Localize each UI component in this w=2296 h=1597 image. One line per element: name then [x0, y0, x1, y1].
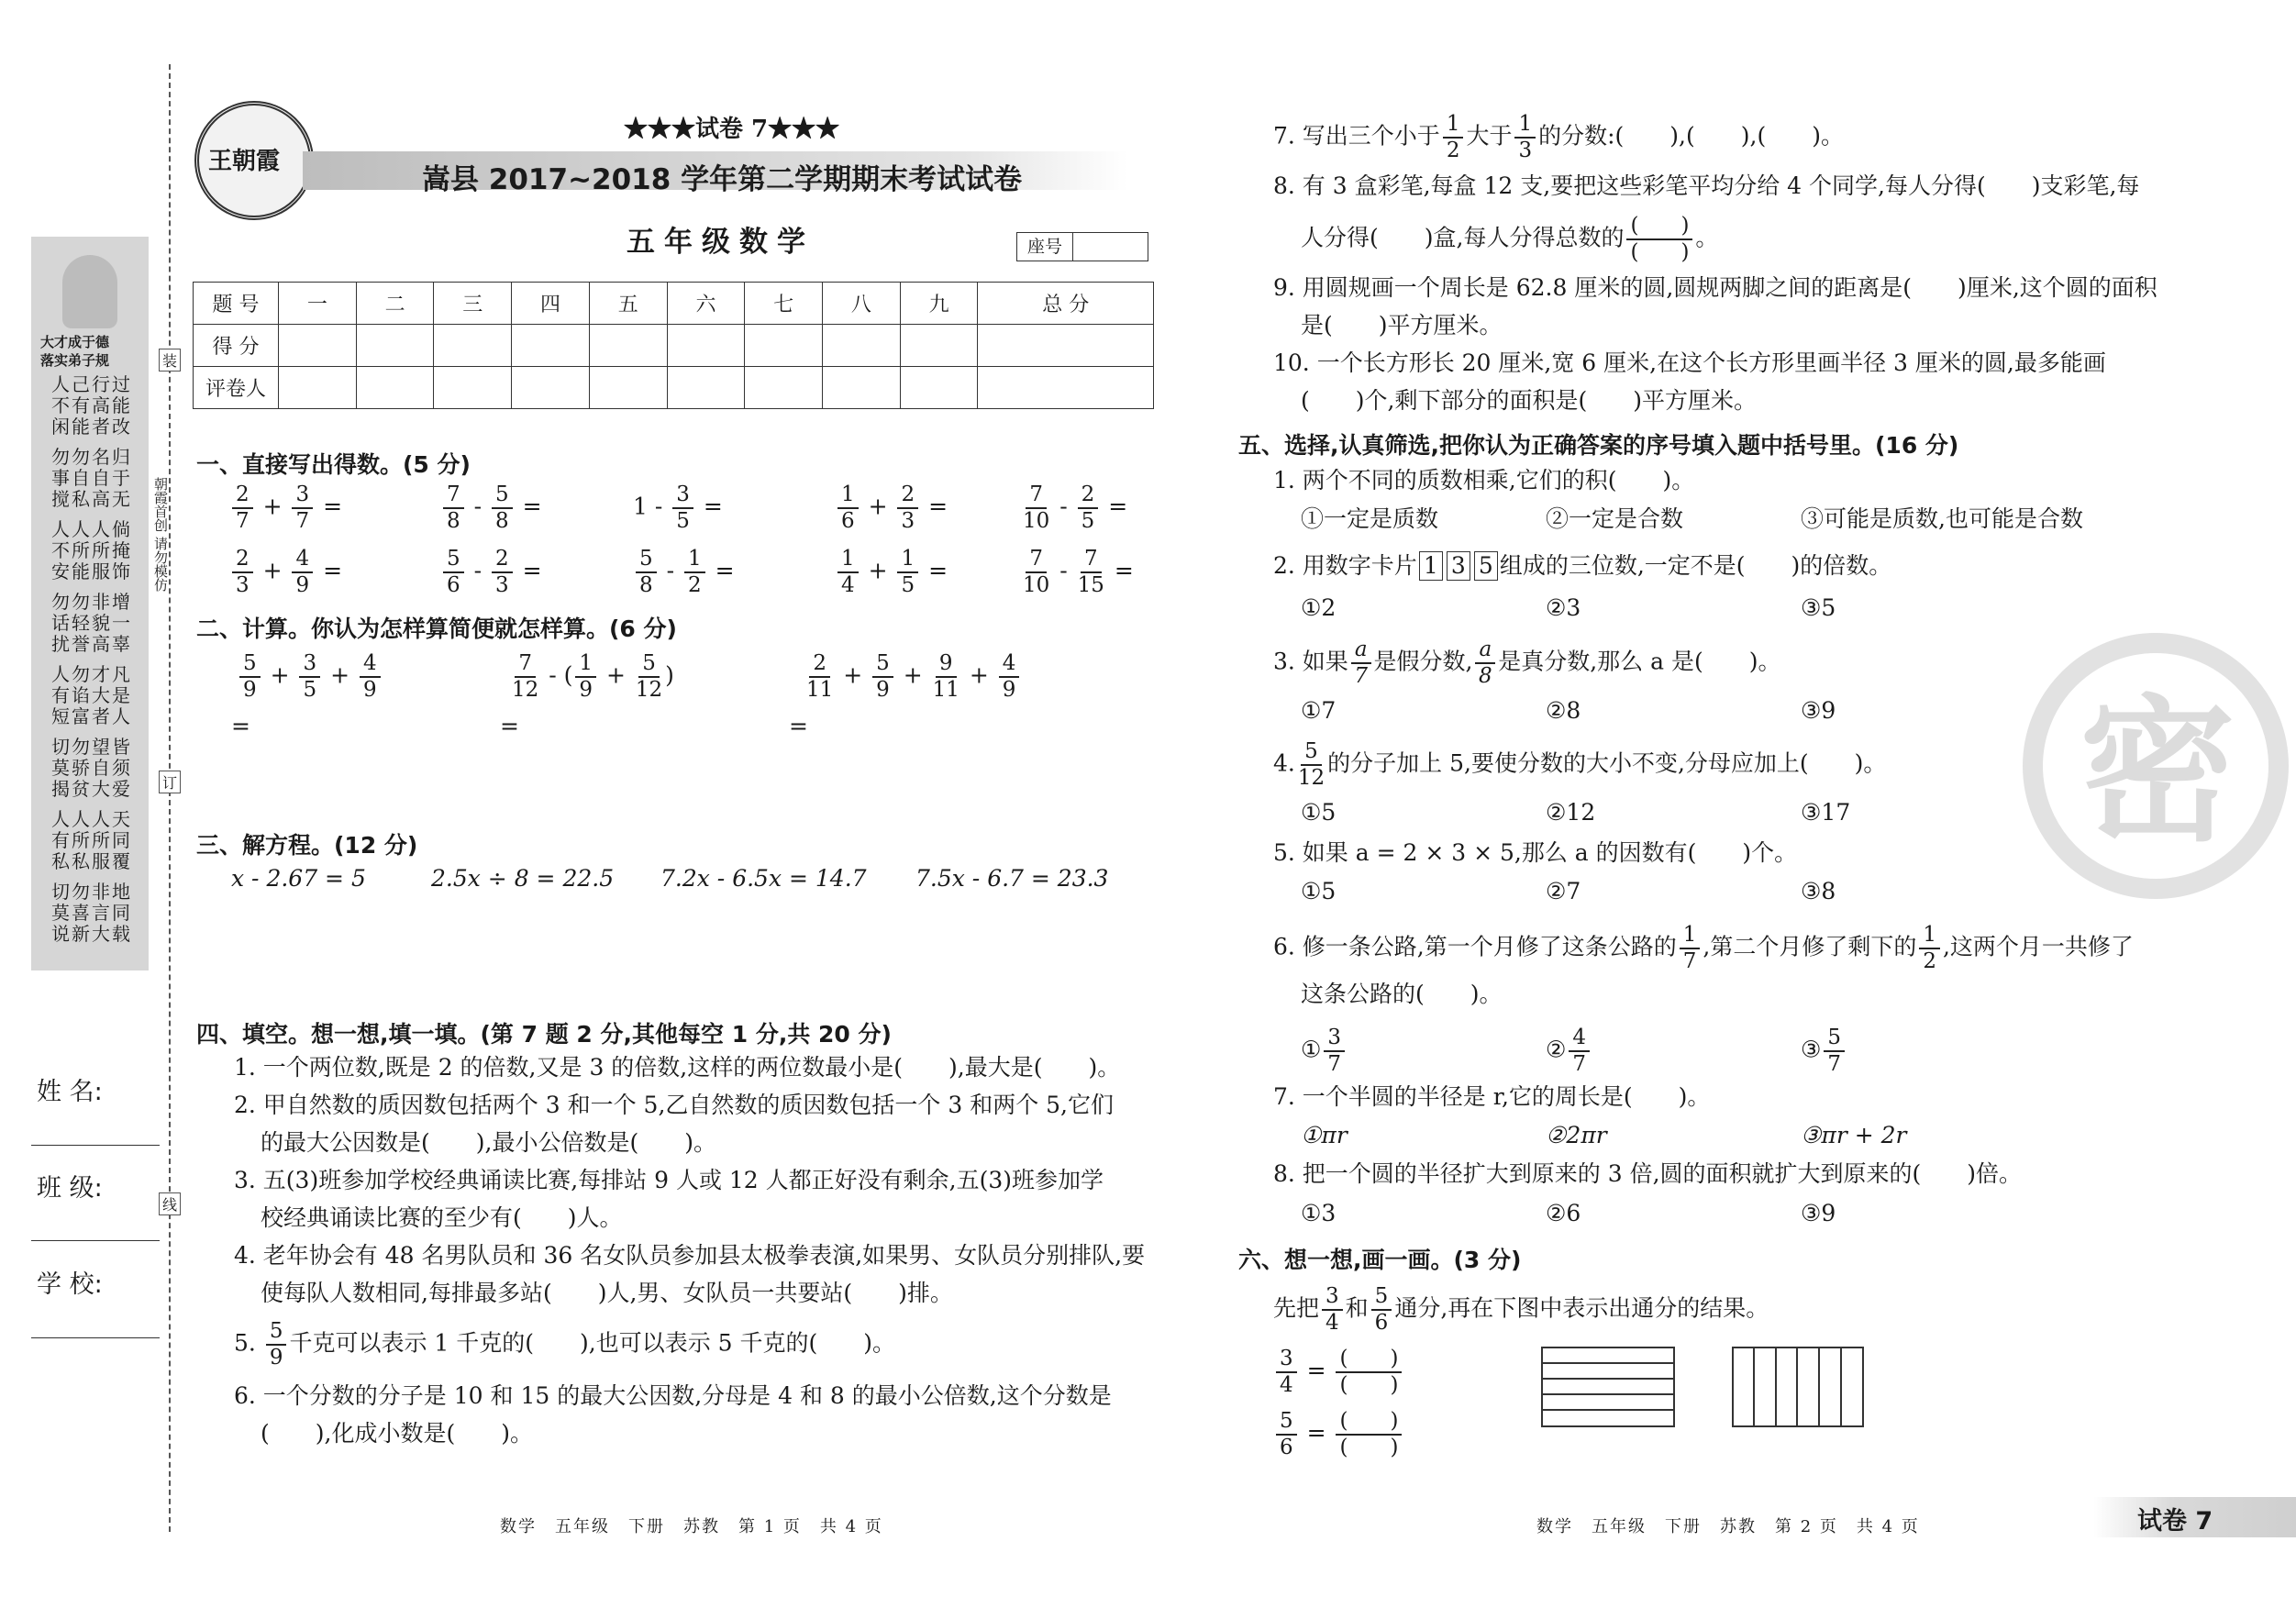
section1-problems — [229, 484, 1156, 613]
card-5: 5 — [1474, 551, 1498, 581]
draw-eq-1: $\frac{3}{4}$ = $\frac{( )}{( )}$ — [1273, 1348, 1404, 1396]
choice-q1-opt3[interactable]: ③可能是质数,也可能是合数 — [1801, 505, 2083, 532]
idiom-group — [44, 519, 139, 582]
score-table-header-cell: 六 — [667, 283, 745, 325]
exam-badge: ★★★试卷 7★★★ — [624, 116, 840, 143]
fraction: $\frac{2}{3}$ — [492, 549, 513, 596]
grid-cols — [1732, 1347, 1869, 1429]
choice-q3-c: 是真分数,那么 a 是( )。 — [1498, 648, 1781, 675]
idiom-line: 人己行过 — [51, 373, 132, 395]
fill-q6-line1: 6. 一个分数的分子是 10 和 15 的最大公因数,分母是 4 和 8 的最小公倍数,这个分数是 — [234, 1382, 1112, 1409]
idiom-line: 扰誉高辜 — [51, 633, 132, 655]
score-table-row — [194, 367, 1154, 409]
score-table-cell[interactable] — [978, 367, 1154, 409]
fraction: $\frac{2}{7}$ — [232, 484, 253, 532]
choice-q8-opt1[interactable]: ①3 — [1301, 1200, 1337, 1226]
fill-q10-line1: 10. 一个长方形长 20 厘米,宽 6 厘米,在这个长方形里画半径 3 厘米的圆,最多能画 — [1273, 349, 2106, 376]
score-table-header-cell: 七 — [745, 283, 823, 325]
footer-badge: 试卷 7 — [2137, 1507, 2213, 1536]
choice-q1-opt1[interactable]: ①一定是质数 — [1301, 505, 1439, 532]
scholar-figure — [62, 255, 117, 328]
sidebar-idioms — [31, 237, 149, 970]
score-table-cell[interactable] — [356, 325, 434, 367]
cut-word-2: 订 — [159, 771, 181, 793]
choice-q4-a: 4. — [1273, 749, 1295, 777]
fill-q8-line2: 人分得( )盒,每人分得总数的 $\frac{( )}{( )}$ 。 — [1301, 214, 1719, 264]
oral-problem: $\frac{7}{10}$ - $\frac{7}{15}$ = — [1023, 547, 1134, 597]
choice-q6-opt2[interactable]: ② $\frac{4}{7}$ — [1546, 1027, 1592, 1075]
score-table — [193, 282, 1154, 409]
vertical-copyright: 朝霞首创 请勿模仿 — [152, 477, 169, 592]
draw-eq-2: $\frac{5}{6}$ = $\frac{( )}{( )}$ — [1273, 1411, 1404, 1458]
name-field[interactable] — [31, 1145, 160, 1146]
choice-q7-opt3[interactable]: ③πr + 2r — [1801, 1122, 1907, 1148]
choice-q3-a: 3. 如果 — [1273, 648, 1348, 675]
equation-3: 7.2x - 6.5x = 14.7 — [660, 865, 867, 892]
score-table-cell[interactable] — [667, 325, 745, 367]
fraction: $\frac{4}{9}$ — [292, 549, 313, 596]
idiom-line: 人勿才凡 — [51, 663, 132, 685]
score-table-row — [194, 325, 1154, 367]
idiom-line: 人人人天 — [51, 808, 132, 830]
fraction: $\frac{1}{5}$ — [897, 549, 918, 596]
choice-q7-opt2[interactable]: ②2πr — [1546, 1122, 1607, 1148]
fraction: $\frac{3}{7}$ — [292, 484, 313, 532]
choice-q4-opt3[interactable]: ③17 — [1801, 799, 1851, 826]
idiom-line: 勿勿名归 — [51, 446, 132, 468]
choice-q7-opt1[interactable]: ①πr — [1301, 1122, 1348, 1148]
fill-q3-line2: 校经典诵读比赛的至少有( )人。 — [261, 1204, 623, 1231]
fraction: $\frac{1}{4}$ — [837, 549, 859, 596]
choice-q6-line2: 这条公路的( )。 — [1301, 981, 1503, 1007]
idiom-line: 闲能者改 — [51, 416, 132, 438]
idiom-line: 事自自于 — [51, 467, 132, 489]
draw-intro-a: 先把 — [1273, 1294, 1320, 1322]
choice-q6-line1: 6. 修一条公路,第一个月修了这条公路的 $\frac{1}{7}$ ,第二个月修了剩下的 $\frac{1}{2}$ ,这两个月一共修了 — [1273, 923, 2134, 973]
motto-2: 落实弟子规 — [40, 352, 110, 369]
fraction: $\frac{2}{3}$ — [232, 549, 253, 596]
score-table-header-cell: 一 — [279, 283, 357, 325]
calc-equals-1: = — [231, 713, 250, 739]
score-table-cell[interactable] — [978, 325, 1154, 367]
choice-q1: 1. 两个不同的质数相乘,它们的积( )。 — [1273, 467, 1695, 494]
fraction: $\frac{2}{3}$ — [897, 484, 918, 532]
binding-line — [169, 64, 171, 1532]
fraction: $\frac{5}{6}$ — [443, 549, 464, 596]
choice-q3-opt1[interactable]: ①7 — [1301, 697, 1337, 724]
seat-box[interactable] — [1016, 232, 1148, 261]
brand-logo — [194, 101, 314, 220]
fill-q5: 5. $\frac{5}{9}$ 千克可以表示 1 千克的( ),也可以表示 5 千克的( )。 — [234, 1319, 896, 1370]
calc-problem-1: $\frac{5}{9}$ + $\frac{3}{5}$ + $\frac{4}{9}$ — [237, 653, 383, 701]
fraction: $\frac{7}{10}$ — [1023, 482, 1050, 533]
choice-q4-opt1[interactable]: ①5 — [1301, 799, 1337, 826]
score-table-header-cell: 三 — [434, 283, 512, 325]
choice-q5: 5. 如果 a = 2 × 3 × 5,那么 a 的因数有( )个。 — [1273, 839, 1798, 866]
choice-q2-b: 组成的三位数,一定不是( )的倍数。 — [1499, 552, 1892, 579]
idiom-line: 揭贫大爱 — [51, 778, 132, 800]
idiom-group — [44, 737, 139, 800]
seat-label: 座号 — [1017, 233, 1073, 261]
fraction: $\frac{5}{8}$ — [492, 484, 513, 532]
fill-q1: 1. 一个两位数,既是 2 的倍数,又是 3 的倍数,这样的两位数最小是( ),最大是( )。 — [234, 1054, 1121, 1081]
score-table-header-cell: 题 号 — [194, 283, 279, 325]
class-label: 班 级: — [37, 1174, 103, 1203]
score-table-cell[interactable] — [667, 367, 745, 409]
score-table-header-cell: 二 — [356, 283, 434, 325]
choice-q5-opt3[interactable]: ③8 — [1801, 878, 1836, 904]
choice-q2-opt1[interactable]: ①2 — [1301, 594, 1337, 621]
idiom-line: 私私服覆 — [51, 850, 132, 872]
score-table-cell[interactable] — [434, 325, 512, 367]
secret-stamp — [2023, 633, 2289, 899]
score-table-cell[interactable] — [823, 325, 901, 367]
choice-q3-opt3[interactable]: ③9 — [1801, 697, 1836, 724]
choice-q6-a: 6. 修一条公路,第一个月修了这条公路的 — [1273, 933, 1677, 960]
choice-q7: 7. 一个半圆的半径是 r,它的周长是( )。 — [1273, 1083, 1711, 1110]
grid-rows-frame — [1542, 1347, 1674, 1426]
choice-q2 — [1273, 549, 1891, 582]
idiom-line: 话轻貌一 — [51, 612, 132, 634]
choice-q3-b: 是假分数, — [1373, 648, 1473, 675]
idiom-list — [44, 374, 139, 954]
score-table-header-cell: 四 — [512, 283, 590, 325]
footer-right: 数学 五年级 下册 苏教 第 2 页 共 4 页 — [1536, 1517, 1920, 1536]
idiom-line: 切勿非地 — [51, 881, 132, 903]
name-label: 姓 名: — [37, 1078, 103, 1106]
grid-rows — [1541, 1347, 1688, 1429]
choice-q4-b: 的分子加上 5,要使分数的大小不变,分母应加上( )。 — [1327, 749, 1887, 777]
score-table-cell[interactable] — [900, 367, 978, 409]
score-table-row-label: 得 分 — [194, 325, 279, 367]
fill-q7-b: 大于 — [1466, 122, 1513, 150]
idiom-group — [44, 809, 139, 872]
class-field[interactable] — [31, 1240, 160, 1241]
choice-q1-opt2[interactable]: ②一定是合数 — [1546, 505, 1684, 532]
idiom-line: 有谄大是 — [51, 684, 132, 706]
score-table-cell[interactable] — [745, 367, 823, 409]
idiom-line: 有所所同 — [51, 829, 132, 851]
calc-problem-3: $\frac{2}{11}$ + $\frac{5}{9}$ + $\frac{9}{11}$ + $\frac{4}{9}$ — [804, 653, 1022, 701]
section4-title: 四、填空。想一想,填一填。(第 7 题 2 分,其他每空 1 分,共 20 分) — [196, 1021, 892, 1048]
cut-word-1: 装 — [159, 349, 181, 372]
idiom-line: 说新大载 — [51, 923, 132, 945]
section6-title: 六、想一想,画一画。(3 分) — [1238, 1247, 1522, 1273]
score-table-cell[interactable] — [512, 325, 590, 367]
subject-title: 五年级数学 — [627, 226, 815, 259]
score-table-cell[interactable] — [279, 325, 357, 367]
idiom-group — [44, 447, 139, 510]
fill-q4-line2: 使每队人数相同,每排最多站( )人,男、女队员一共要站( )排。 — [261, 1280, 953, 1306]
section3-title: 三、解方程。(12 分) — [196, 832, 418, 859]
choice-q2-opt3[interactable]: ③5 — [1801, 594, 1836, 621]
idiom-line: 切勿望皆 — [51, 736, 132, 758]
score-table-header-cell: 九 — [900, 283, 978, 325]
section1-title: 一、直接写出得数。(5 分) — [196, 451, 471, 478]
fill-q6-line2: ( ),化成小数是( )。 — [261, 1420, 533, 1447]
score-table-cell[interactable] — [279, 367, 357, 409]
exam-title: 嵩县 2017~2018 学年第二学期期末考试试卷 — [422, 163, 1023, 196]
choice-q3-opt2[interactable]: ②8 — [1546, 697, 1581, 724]
fraction: $\frac{2}{5}$ — [1078, 484, 1099, 532]
idiom-line: 莫喜言同 — [51, 902, 132, 924]
score-table-cell[interactable] — [434, 367, 512, 409]
score-table-header-cell: 五 — [589, 283, 667, 325]
section2-title: 二、计算。你认为怎样算简便就怎样算。(6 分) — [196, 616, 677, 642]
cut-word-3: 线 — [159, 1192, 181, 1215]
oral-problem: $\frac{5}{6}$ - $\frac{2}{3}$ = — [440, 549, 542, 596]
choice-q4: 4. $\frac{5}{12}$ 的分子加上 5,要使分数的大小不变,分母应加上( )。 — [1273, 739, 1887, 790]
choice-q3: 3. 如果 $\frac{a}{7}$ 是假分数, $\frac{a}{8}$ 是真分数,那么 a 是( )。 — [1273, 638, 1781, 688]
choice-q8-opt3[interactable]: ③9 — [1801, 1200, 1836, 1226]
idiom-group — [44, 664, 139, 727]
oral-problem: $\frac{1}{4}$ + $\frac{1}{5}$ = — [835, 549, 948, 596]
choice-q8: 8. 把一个圆的半径扩大到原来的 3 倍,圆的面积就扩大到原来的( )倍。 — [1273, 1160, 2023, 1187]
calc-equals-2: = — [500, 713, 519, 739]
idiom-line: 勿勿非增 — [51, 591, 132, 613]
idiom-line: 搅私高无 — [51, 488, 132, 510]
score-table-cell[interactable] — [512, 367, 590, 409]
fill-q8-line1: 8. 有 3 盒彩笔,每盒 12 支,要把这些彩笔平均分给 4 个同学,每人分得( )支彩笔,每 — [1273, 172, 2140, 199]
fill-q10-line2: ( )个,剩下部分的面积是( )平方厘米。 — [1301, 387, 1757, 414]
fill-q7-a: 7. 写出三个小于 — [1273, 122, 1440, 150]
fill-q7: 7. 写出三个小于 $\frac{1}{2}$ 大于 $\frac{1}{3}$ 的分数:( ),( ),( )。 — [1273, 112, 1844, 162]
score-table-cell[interactable] — [589, 367, 667, 409]
footer-left: 数学 五年级 下册 苏教 第 1 页 共 4 页 — [500, 1517, 883, 1536]
calc-problem-2: $\frac{7}{12}$ - ( $\frac{1}{9}$ + $\frac{5}{12}$ ) — [512, 651, 674, 702]
score-table-header-cell: 总 分 — [978, 283, 1154, 325]
idiom-group — [44, 374, 139, 438]
idiom-line: 安能服饰 — [51, 560, 132, 582]
choice-q6-opt3[interactable]: ③ $\frac{5}{7}$ — [1801, 1027, 1847, 1075]
fill-q4-line1: 4. 老年协会有 48 名男队员和 36 名女队员参加县太极拳表演,如果男、女队员分别排队,要 — [234, 1242, 1146, 1269]
idiom-group — [44, 882, 139, 945]
section5-title: 五、选择,认真筛选,把你认为正确答案的序号填入题中括号里。(16 分) — [1238, 432, 1959, 459]
choice-q2-a: 2. 用数字卡片 — [1273, 552, 1417, 579]
choice-q6-b: ,第二个月修了剩下的 — [1703, 933, 1917, 960]
draw-intro-c: 通分,再在下图中表示出通分的结果。 — [1394, 1294, 1769, 1322]
fraction: $\frac{1}{6}$ — [837, 484, 859, 532]
score-table-cell[interactable] — [356, 367, 434, 409]
fill-q5-text: 千克可以表示 1 千克的( ),也可以表示 5 千克的( )。 — [289, 1329, 896, 1357]
idiom-line: 莫骄自须 — [51, 757, 132, 779]
oral-problem: $\frac{1}{6}$ + $\frac{2}{3}$ = — [835, 484, 948, 532]
card-3: 3 — [1447, 551, 1470, 581]
idiom-line: 人人人倘 — [51, 518, 132, 540]
equation-2: 2.5x ÷ 8 = 22.5 — [431, 865, 615, 892]
fill-q2-line1: 2. 甲自然数的质因数包括两个 3 和一个 5,乙自然数的质因数包括一个 3 和两个 5,它们 — [234, 1092, 1114, 1118]
draw-intro-b: 和 — [1345, 1294, 1369, 1322]
draw-intro: 先把 $\frac{3}{4}$ 和 $\frac{5}{6}$ 通分,再在下图中表示出通分的结果。 — [1273, 1284, 1769, 1335]
fill-q8-b: 人分得( )盒,每人分得总数的 — [1301, 224, 1625, 251]
idiom-group — [44, 592, 139, 655]
fill-q2-line2: 的最大公因数是( ),最小公倍数是( )。 — [261, 1129, 716, 1156]
score-table-header-row — [194, 283, 1154, 325]
idiom-line: 短富者人 — [51, 705, 132, 727]
fill-q9-line2: 是( )平方厘米。 — [1301, 312, 1503, 338]
oral-problem: $\frac{7}{8}$ - $\frac{5}{8}$ = — [440, 484, 542, 532]
equation-4: 7.5x - 6.7 = 23.3 — [915, 865, 1109, 892]
fraction: $\frac{7}{8}$ — [443, 484, 464, 532]
fraction: $\frac{5}{8}$ — [636, 549, 657, 596]
school-label: 学 校: — [37, 1270, 103, 1299]
choice-q6-opt1[interactable]: ① $\frac{3}{7}$ — [1301, 1027, 1348, 1075]
score-table-cell[interactable] — [589, 325, 667, 367]
fraction: $\frac{3}{5}$ — [672, 484, 693, 532]
fraction: $\frac{7}{10}$ — [1023, 547, 1050, 597]
choice-q5-opt1[interactable]: ①5 — [1301, 878, 1337, 904]
idiom-line: 不有高能 — [51, 394, 132, 416]
oral-problem: $\frac{2}{3}$ + $\frac{4}{9}$ = — [229, 549, 342, 596]
stamp-text: 密 — [2079, 682, 2235, 863]
fraction: $\frac{1}{2}$ — [684, 549, 705, 596]
oral-problem: $\frac{7}{10}$ - $\frac{2}{5}$ = — [1023, 482, 1128, 533]
oral-problem: $\frac{5}{8}$ - $\frac{1}{2}$ = — [633, 549, 735, 596]
logo-text: 王朝霞 — [208, 148, 281, 175]
choice-q6-c: ,这两个月一共修了 — [1942, 933, 2134, 960]
fill-q9-line1: 9. 用圆规画一个周长是 62.8 厘米的圆,圆规两脚之间的距离是( )厘米,这个圆的面积 — [1273, 274, 2157, 301]
fraction: $\frac{7}{15}$ — [1077, 547, 1104, 597]
motto-1: 大才成于德 — [40, 334, 110, 350]
choice-q4-opt2[interactable]: ②12 — [1546, 799, 1596, 826]
calc-equals-3: = — [789, 713, 808, 739]
choice-q5-opt2[interactable]: ②7 — [1546, 878, 1581, 904]
card-1: 1 — [1419, 551, 1443, 581]
equation-1: x - 2.67 = 5 — [231, 865, 366, 892]
fill-q3-line1: 3. 五(3)班参加学校经典诵读比赛,每排站 9 人或 12 人都正好没有剩余,五(3)班参加学 — [234, 1167, 1104, 1193]
score-table-cell[interactable] — [745, 325, 823, 367]
fill-q7-c: 的分数:( ),( ),( )。 — [1538, 122, 1844, 150]
score-table-header-cell: 八 — [823, 283, 901, 325]
score-table-cell[interactable] — [823, 367, 901, 409]
score-table-row-label: 评卷人 — [194, 367, 279, 409]
school-field[interactable] — [31, 1337, 160, 1338]
choice-q2-opt2[interactable]: ②3 — [1546, 594, 1581, 621]
oral-problem: 1 - $\frac{3}{5}$ = — [633, 482, 723, 533]
idiom-line: 不所所掩 — [51, 539, 132, 561]
oral-problem: $\frac{2}{7}$ + $\frac{3}{7}$ = — [229, 484, 342, 532]
choice-q8-opt2[interactable]: ②6 — [1546, 1200, 1581, 1226]
score-table-cell[interactable] — [900, 325, 978, 367]
